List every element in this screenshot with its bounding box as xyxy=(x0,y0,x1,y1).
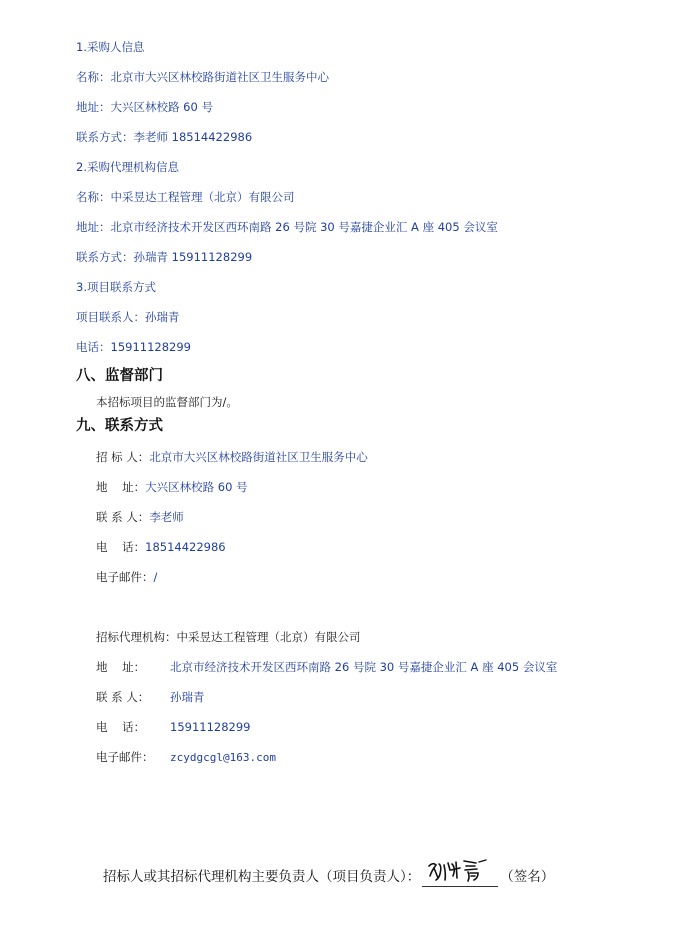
handwritten-signature xyxy=(426,856,496,884)
agency9-phone-row xyxy=(96,719,250,735)
tenderer-email-label: 电子邮件： xyxy=(96,570,154,584)
project-contact-title: 3.项目联系方式 xyxy=(76,280,156,294)
tenderer-email-value: / xyxy=(153,570,158,584)
agency9-address-label: 地 址： xyxy=(96,660,146,674)
tenderer-address-row xyxy=(96,479,248,495)
tenderer-contact-row xyxy=(96,509,184,525)
agency9-phone-value: 15911128299 xyxy=(170,720,251,734)
purchaser-name: 名称：北京市大兴区林校路街道社区卫生服务中心 xyxy=(76,70,329,84)
purchaser-info-title: 1.采购人信息 xyxy=(76,40,145,54)
signature-field xyxy=(422,866,498,887)
signature-row xyxy=(103,866,554,887)
section9-heading: 九、联系方式 xyxy=(76,418,163,434)
agency-address: 地址：北京市经济技术开发区西环南路 26 号院 30 号嘉捷企业汇 A 座 405 会议室 xyxy=(76,220,498,234)
agency9-address-row xyxy=(96,659,557,675)
signature-suffix: （签名） xyxy=(500,869,555,885)
tenderer-email-row xyxy=(96,569,157,585)
agency9-contact-value: 孙瑞青 xyxy=(170,690,205,704)
agency9-email-value: zcydgcgl@163.com xyxy=(170,751,276,764)
tenderer-address-label: 地 址： xyxy=(96,480,146,494)
section8-heading: 八、监督部门 xyxy=(76,368,163,384)
agency9-name-label: 招标代理机构： xyxy=(96,630,177,644)
agency9-email-label: 电子邮件： xyxy=(96,750,154,764)
project-contact-person: 项目联系人：孙瑞青 xyxy=(76,310,180,324)
tenderer-contact-value: 李老师 xyxy=(149,510,184,524)
agency9-name-row xyxy=(96,629,361,645)
agency9-contact-label: 联 系 人： xyxy=(96,690,150,704)
signature-label: 招标人或其招标代理机构主要负责人（项目负责人）： xyxy=(103,869,421,885)
agency9-email-row xyxy=(96,749,276,766)
agency9-address-value: 北京市经济技术开发区西环南路 26 号院 30 号嘉捷企业汇 A 座 405 会议室 xyxy=(170,660,558,674)
tenderer-contact-label: 联 系 人： xyxy=(96,510,150,524)
agency-contact: 联系方式：孙瑞青 15911128299 xyxy=(76,250,253,264)
agency-info-title: 2.采购代理机构信息 xyxy=(76,160,179,174)
tenderer-name-label: 招 标 人： xyxy=(96,450,150,464)
tenderer-phone-value: 18514422986 xyxy=(145,540,226,554)
section8-text: 本招标项目的监督部门为/。 xyxy=(96,395,238,409)
tenderer-phone-row xyxy=(96,539,226,555)
tenderer-name-value: 北京市大兴区林校路街道社区卫生服务中心 xyxy=(149,450,368,464)
agency9-name-value: 中采昱达工程管理（北京）有限公司 xyxy=(176,630,361,644)
tenderer-phone-label: 电 话： xyxy=(96,540,146,554)
agency-name: 名称：中采昱达工程管理（北京）有限公司 xyxy=(76,190,295,204)
purchaser-address: 地址：大兴区林校路 60 号 xyxy=(76,100,213,114)
tenderer-address-value: 大兴区林校路 60 号 xyxy=(145,480,248,494)
agency9-contact-row xyxy=(96,689,205,705)
project-contact-phone: 电话：15911128299 xyxy=(76,340,191,354)
agency9-phone-label: 电 话： xyxy=(96,720,146,734)
tenderer-name-row xyxy=(96,449,368,465)
purchaser-contact: 联系方式：李老师 18514422986 xyxy=(76,130,253,144)
